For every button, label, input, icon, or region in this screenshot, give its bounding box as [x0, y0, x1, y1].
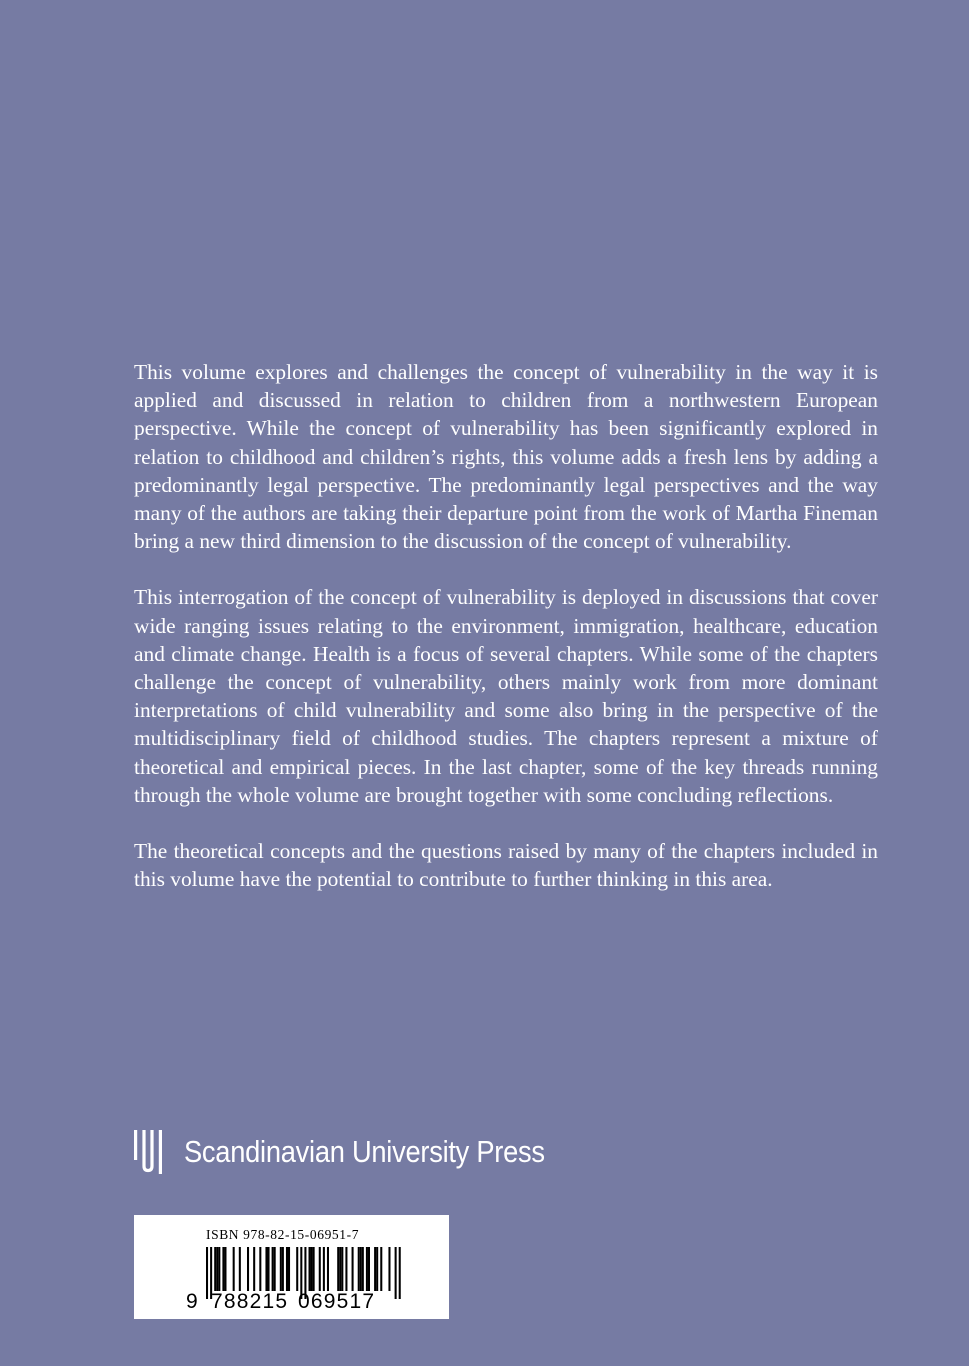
barcode-bar	[366, 1247, 368, 1291]
barcode-bar	[352, 1247, 354, 1291]
barcode-bar	[286, 1247, 288, 1291]
barcode-bar	[280, 1247, 282, 1291]
barcode-bar	[222, 1247, 224, 1291]
barcode-bar	[323, 1247, 325, 1291]
publisher-block	[134, 1130, 594, 1174]
barcode-bar	[274, 1247, 276, 1291]
blurb-text	[134, 358, 878, 893]
barcode-bar	[311, 1247, 313, 1291]
barcode-bar	[360, 1247, 362, 1291]
barcode-bar	[313, 1247, 315, 1291]
barcode-bar	[224, 1247, 226, 1291]
barcode-bar	[362, 1247, 364, 1291]
barcode-bar	[358, 1247, 360, 1291]
barcode-bar	[265, 1247, 267, 1291]
isbn-barcode	[134, 1215, 449, 1319]
barcode-bar	[376, 1247, 378, 1291]
barcode-bar	[288, 1247, 290, 1291]
barcode-bar	[268, 1247, 270, 1291]
barcode-bar	[216, 1247, 218, 1291]
barcode-bar	[327, 1247, 329, 1291]
barcode-bar	[339, 1247, 341, 1291]
barcode-bar	[319, 1247, 321, 1291]
isbn-label: ISBN 978-82-15-06951-7	[206, 1227, 360, 1242]
barcode-bar	[309, 1247, 311, 1291]
barcode-bar	[388, 1247, 390, 1291]
barcode-digits-right: 069517	[298, 1290, 376, 1313]
blurb-paragraph-2: This interrogation of the concept of vulnerability is deployed in discussions that cover wide ranging issues relating to the environment, immigration, healthcare, education and climate change. Health is a focus of several chapters. While some of the chapters challenge the concept of vulnerability, others mainly work from more dominant interpretations of child vulnerability and some also bring in the perspective of the multidisciplinary field of childhood studies. The chapters represent a mixture of theoretical and empirical pieces. In the last chapter, some of the key threads running through the whole volume are brought together with some concluding reflections.	[134, 585, 878, 807]
barcode-bar	[253, 1247, 255, 1291]
barcode-bar	[233, 1247, 235, 1291]
barcode-bar	[380, 1247, 382, 1291]
blurb-paragraph-3: The theoretical concepts and the questions raised by many of the chapters included in this volume have the potential to contribute to further thinking in this area.	[134, 839, 878, 892]
barcode-bar	[374, 1247, 376, 1291]
barcode-bar	[296, 1247, 298, 1291]
barcode-bar	[368, 1247, 370, 1291]
blurb-paragraph-1: This volume explores and challenges the concept of vulnerability in the way it is applied and discussed in relation to children from a northwestern European perspective. While the concept of vulnerability has been significantly explored in relation to childhood and children’s rights, this volume adds a fresh lens by adding a predominantly legal perspective. The predominantly legal perspectives and the way many of the authors are taking their departure point from the work of Martha Fineman bring a new third dimension to the discussion of the concept of vulnerability.	[134, 360, 878, 554]
barcode-bar	[395, 1247, 397, 1299]
barcode-digits-left: 788215	[211, 1290, 289, 1313]
barcode-digit-first: 9	[186, 1290, 199, 1313]
barcode-bar	[399, 1247, 401, 1299]
barcode-bar	[247, 1247, 249, 1291]
barcode-bar	[218, 1247, 220, 1291]
publisher-name: Scandinavian University Press	[184, 1134, 545, 1169]
barcode-bar	[341, 1247, 343, 1291]
barcode-bar	[282, 1247, 284, 1291]
barcode-bar	[337, 1247, 339, 1291]
barcode-bar	[259, 1247, 261, 1291]
barcode-bar	[272, 1247, 274, 1291]
publisher-u-logo-icon	[134, 1130, 162, 1174]
barcode-bar	[206, 1247, 208, 1299]
barcode-bar	[214, 1247, 216, 1291]
barcode-bar	[345, 1247, 347, 1291]
barcode-bar	[239, 1247, 241, 1291]
